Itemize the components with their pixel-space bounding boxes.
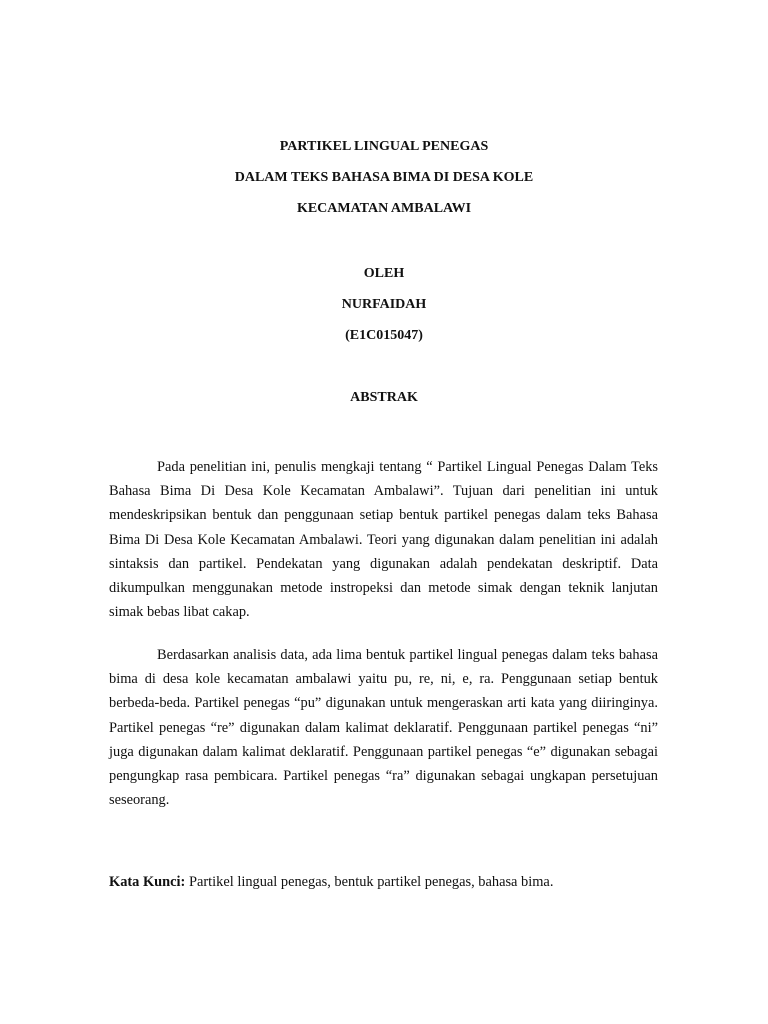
keywords-label: Kata Kunci:: [109, 874, 186, 890]
abstract-paragraph-1: [109, 455, 658, 624]
author-name: NURFAIDAH: [341, 297, 427, 312]
title-line-2: DALAM TEKS BAHASA BIMA DI DESA KOLE: [234, 170, 534, 185]
abstract-heading: ABSTRAK: [350, 390, 418, 405]
keywords-text: Partikel lingual penegas, bentuk partikel penegas, bahasa bima.: [188, 874, 554, 890]
abstract-paragraph-2-text: Berdasarkan analisis data, ada lima bentuk partikel lingual penegas dalam teks bahasa bima di desa kole kecamatan ambalawi yaitu pu, re, ni, e, ra. Penggunaan setiap bentuk berbeda-beda. Partikel penegas “pu” digunakan untuk mengeraskan arti kata yang diiringinya. Partikel penegas “re” digunakan dalam kalimat deklaratif. Penggunaan partikel penegas “ni” juga digunakan dalam kalimat deklaratif. Penggunaan partikel penegas “e” digunakan sebagai pengungkap rasa pembicara. Partikel penegas “ra” digunakan sebagai ungkapan persetujuan seseorang.: [109, 647, 658, 809]
title-line-1: PARTIKEL LINGUAL PENEGAS: [279, 139, 489, 154]
abstract-paragraph-1-text: Pada penelitian ini, penulis mengkaji tentang “ Partikel Lingual Penegas Dalam Teks Bahasa Bima Di Desa Kole Kecamatan Ambalawi”. Tujuan dari penelitian ini untuk mendeskripsikan bentuk dan penggunaan setiap bentuk partikel penegas dalam teks Bahasa Bima Di Desa Kole Kecamatan Ambalawi. Teori yang digunakan dalam penelitian ini adalah sintaksis dan partikel. Pendekatan yang digunakan adalah pendekatan deskriptif. Data dikumpulkan menggunakan metode instropeksi dan metode simak dengan teknik lanjutan simak bebas libat cakap.: [109, 459, 658, 621]
keywords-line: [109, 873, 669, 891]
title-line-3: KECAMATAN AMBALAWI: [296, 201, 472, 216]
abstract-paragraph-2: [109, 643, 658, 812]
author-by-label: OLEH: [363, 266, 405, 281]
author-student-id: (E1C015047): [345, 328, 423, 343]
